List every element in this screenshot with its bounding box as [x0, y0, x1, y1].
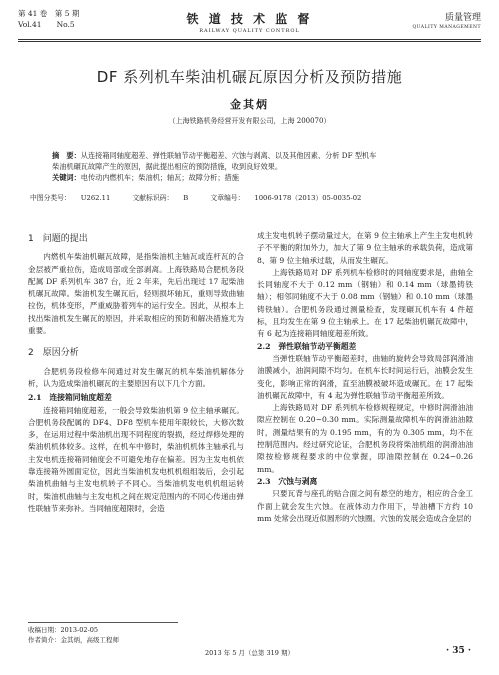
section-name — [412, 10, 481, 30]
running-header — [18, 8, 481, 40]
abstract-cont: 柴油机碾瓦故障产生的原因，据此提出相应的预防措施，收到良好效果。 — [52, 162, 283, 171]
article-number — [210, 194, 371, 202]
paper-title: DF 系列机车柴油机碾瓦原因分析及预防措施 — [96, 68, 403, 86]
classification-line — [30, 192, 470, 202]
keywords-text: 电传动内燃机车；柴油机；轴瓦；故障分析；措施 — [80, 173, 239, 182]
section-2-3-paragraph: 只要瓦背与座孔的贴合面之间有悬空的地方，相应的合金工作面上就会发生穴蚀。在液体动力作用下，导油槽下方约 10 mm 处常会出现近似圆形的穴蚀圈。穴蚀的发展会造成合金层的 — [257, 489, 473, 523]
author-bio: 作者简介：金其炳，高级工程师 — [28, 636, 119, 644]
header-rule-thin — [18, 41, 481, 42]
abstract — [52, 150, 454, 161]
art-value: 1006-9178（2013）05-0035-02 — [254, 194, 362, 202]
section-2-1-paragraph-2: 上海铁路局对 DF 系列机车检修时的同轴度要求是，曲轴全长同轴度不大于 0.12 mm（钢轴）和 0.14 mm（球墨铸铁轴）；相邻同轴度不大于 0.08 mm（钢轴）和 0.10 mm（球墨铸铁轴）。合肥机务段通过测量检查，发现碾瓦机车有 4 件超标，且均发生在第 9 位主轴承上。在 17 起柴油机碾瓦故障中，有 6 起为连接箱同轴度超差所致。 — [257, 267, 473, 339]
section-2-1-heading: 2.1 连接箱同轴度超差 — [28, 393, 112, 403]
journal-cn: 铁 道 技 术 监 督 — [186, 12, 313, 26]
cls-label: 中图分类号： — [30, 194, 71, 202]
volume-en: Vol.41 No.5 — [18, 20, 75, 29]
left-column — [28, 233, 244, 515]
section-cn: 质量管理 — [444, 13, 481, 23]
section-2-heading: 2 原因分析 — [28, 348, 79, 359]
volume-cn: 第 41 卷 第 5 期 — [18, 9, 80, 18]
page-number: · 35 · — [445, 646, 471, 656]
abstract-block — [52, 150, 454, 183]
section-1-heading: 1 问题的提出 — [28, 234, 88, 244]
page-footer: 2013 年 5 月（总第 319 期） — [205, 649, 294, 657]
doc-code — [132, 194, 198, 202]
section-en: QUALITY MANAGEMENT — [412, 25, 481, 30]
author-name: 金其炳 — [230, 98, 269, 111]
received-date: 收稿日期：2013-02-05 — [28, 626, 98, 634]
keywords — [52, 172, 454, 183]
cls-number — [30, 194, 120, 202]
abstract-label: 摘 要： — [52, 151, 81, 160]
section-2-1-continued: 成主发电机转子摆动量过大，在第 9 位主轴承上产生主发电机转子不平衡的附加外力，加大了第 9 位主轴承的承载负荷，造成第 8、第 9 位主轴承过载，从而发生碾瓦。 — [257, 231, 473, 265]
section-2-3-heading: 2.3 穴蚀与剥离 — [257, 476, 318, 486]
doc-value: B — [183, 194, 189, 202]
section-2-intro: 合肥机务段检修车间通过对发生碾瓦的机车柴油机解体分析，认为造成柴油机碾瓦的主要原因有以下几个方面。 — [28, 366, 244, 388]
right-column — [257, 230, 473, 525]
affiliation: （上海铁路机务经营开发有限公司，上海 200070） — [168, 117, 331, 125]
art-label: 文章编号： — [210, 194, 245, 202]
section-2-2-heading: 2.2 弹性联轴节动平衡超差 — [257, 341, 357, 351]
journal-en: RAILWAY QUALITY CONTROL — [199, 28, 300, 34]
footnote — [28, 622, 178, 645]
doc-label: 文献标识码： — [132, 194, 174, 202]
keywords-label: 关键词： — [52, 173, 81, 182]
cls-value: U262.11 — [80, 194, 111, 202]
section-2-1-paragraph: 连接箱同轴度超差，一般会导致柴油机第 9 位主轴承碾瓦。合肥机务段配属的 DF4、DF8 型机车使用年限较长，大修次数多，在运用过程中柴油机出现不同程度的裂损，经过焊修处理的柴油机机体较多。这样，在机车中修时，柴油机机体主轴承孔与主发电机连接箱同轴度会不可避免地存在偏差。因为主发电机依靠连接箱外圆面定位，因此当柴油机发电机机组组装后，会引起柴油机曲轴与主发电机转子不同心。当柴油机发电机机组运转时，柴油机曲轴与主发电机之间在规定范围内的不同心传递由弹性联轴节来弥补。当同轴度超限时，会造 — [28, 405, 244, 513]
section-1-paragraph: 内燃机车柴油机碾瓦故障，是指柴油机主轴瓦或连杆瓦的合金层被严重拉伤，造成局部或全部剥离。上海铁路局合肥机务段配属 DF 系列机车 387 台，近 2 年来，先后出现过 17 起柴油机碾瓦故障。柴油机发生碾瓦后，轻则损坏轴瓦，重则导致曲轴拉伤，机体变形，严重威胁着列车的运行安全。因此，从根本上找出柴油机发生碾瓦的原因，并采取相应的预防和解决措施尤为重要。 — [28, 252, 244, 336]
section-2-2-paragraph-2: 上海铁路局对 DF 系列机车检修规程规定，中修时润滑油油隙应控制在 0.20~0.30 mm。实际测量故障机车的润滑油油隙时，测量结果有的为 0.195 mm，有的为 0.305 mm，均不在控制范围内。经过研究论证，合肥机务段将柴油机组的润滑油油隙按检修规程要求的中位掌握，即油隙控制在 0.24~0.26 mm。 — [257, 403, 473, 474]
section-2-2-paragraph: 当弹性联轴节动平衡超差时，曲轴的旋转会导致局部润滑油油膜减小，油润间隙不均匀。在机车长时间运行后，油膜会发生变化，影响正常的润滑，直至油膜被破坏造成碾瓦。在 17 起柴油机碾瓦故障中，有 4 起为弹性联轴节动平衡超差所致。 — [257, 353, 473, 400]
abstract-text-1: 从连接箱同轴度超差、弹性联轴节动平衡超差、穴蚀与剥离、以及其他因素、分析 DF 型机车 — [80, 151, 377, 160]
header-rule — [18, 39, 481, 40]
